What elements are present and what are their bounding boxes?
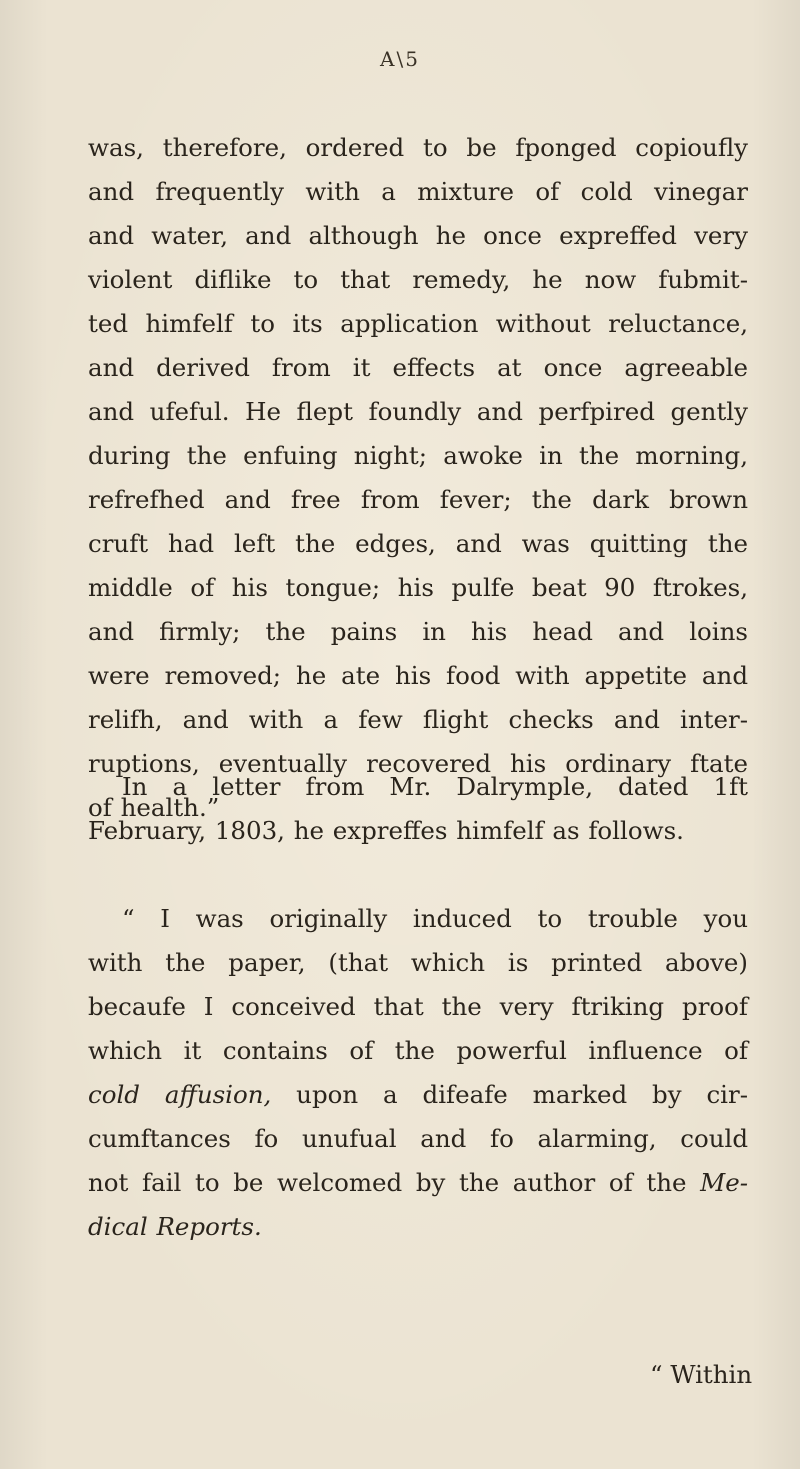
text-line: “ I was originally induced to trouble you xyxy=(122,904,748,933)
italic-phrase: cold affusion, xyxy=(88,1080,272,1109)
paragraph-1 xyxy=(88,126,748,830)
text-fragment: not fail to be welcomed by the author of the xyxy=(88,1168,701,1197)
text-line: which it contains of the powerful influence of xyxy=(88,1036,748,1065)
text-line: ted himfelf to its application without reluctance, xyxy=(88,309,748,338)
text-line: were removed; he ate his food with appetite and xyxy=(88,661,748,690)
text-line: cruft had left the edges, and was quitting the xyxy=(88,529,748,558)
text-line: was, therefore, ordered to be fponged copioufly xyxy=(88,133,748,162)
text-line: February, 1803, he expreffes himfelf as follows. xyxy=(88,816,684,845)
paragraph-3-quotation xyxy=(88,897,748,1249)
text-line: during the enfuing night; awoke in the morning, xyxy=(88,441,748,470)
text-line: and frequently with a mixture of cold vinegar xyxy=(88,177,748,206)
text-line: and firmly; the pains in his head and loins xyxy=(88,617,748,646)
text-line: with the paper, (that which is printed above) xyxy=(88,948,748,977)
text-line xyxy=(88,1073,748,1117)
text-line: relifh, and with a few flight checks and inter- xyxy=(88,705,748,734)
text-line: In a letter from Mr. Dalrymple, dated 1ft xyxy=(122,772,748,801)
text-line: violent diflike to that remedy, he now fubmit- xyxy=(88,265,748,294)
text-line: and ufeful. He flept foundly and perfpired gently xyxy=(88,397,748,426)
text-line: becaufe I conceived that the very ftriking proof xyxy=(88,992,748,1021)
page-number: A\5 xyxy=(380,47,420,71)
catchword: “ Within xyxy=(650,1360,753,1389)
text-line: cumftances fo unufual and fo alarming, could xyxy=(88,1124,748,1153)
text-line: of health.” xyxy=(88,793,220,822)
text-line: and derived from it effects at once agreeable xyxy=(88,353,748,382)
text-line: and water, and although he once expreffed very xyxy=(88,221,748,250)
paragraph-2 xyxy=(88,765,748,853)
text-line: refrefhed and free from fever; the dark brown xyxy=(88,485,748,514)
text-line: ruptions, eventually recovered his ordinary ftate xyxy=(88,749,748,778)
text-fragment: upon a difeafe marked by cir- xyxy=(271,1080,748,1109)
text-line: middle of his tongue; his pulfe beat 90 ftrokes, xyxy=(88,573,748,602)
text-line xyxy=(88,1161,748,1205)
text-line: dical Reports. xyxy=(88,1212,262,1241)
italic-phrase: Me- xyxy=(700,1168,748,1197)
